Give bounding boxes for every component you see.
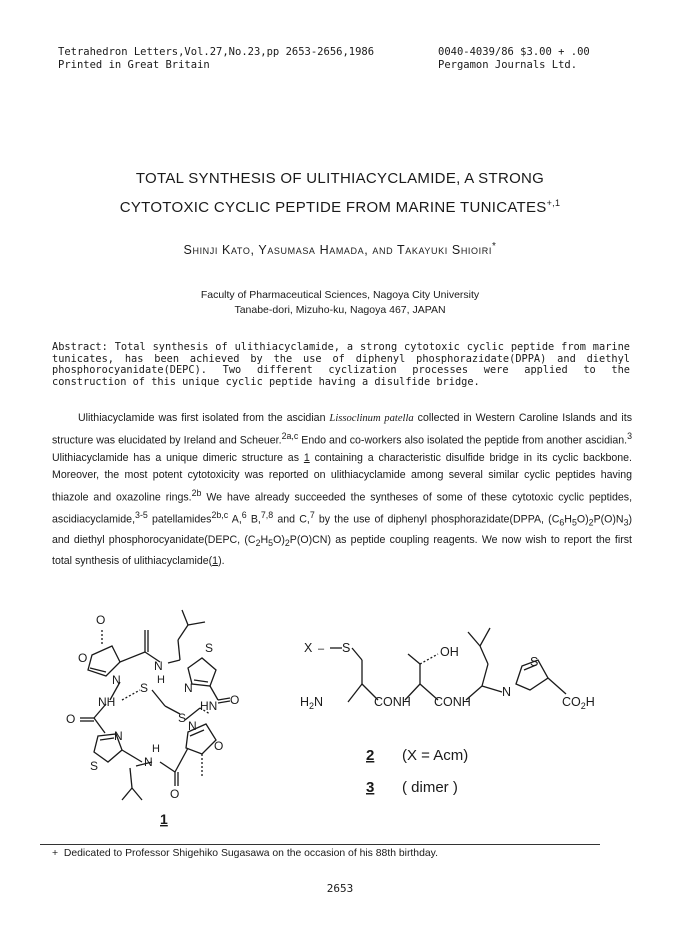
page-number: 2653 bbox=[326, 882, 354, 895]
atom-o-oxazoline-bottom: O bbox=[214, 739, 224, 753]
label-n-thiazole: N bbox=[502, 685, 512, 699]
atom-s-thiazole-bottom: S bbox=[90, 759, 99, 773]
compound-ref-1b: 1 bbox=[212, 554, 219, 567]
footnote: + Dedicated to Professor Shigehiko Sugasawa on the occasion of his 88th birthday. bbox=[52, 848, 438, 859]
atom-h-amide-top: H bbox=[157, 674, 165, 686]
compound-2-desc: (X = Acm) bbox=[402, 747, 469, 764]
affiliation: Faculty of Pharmaceutical Sciences, Nagoya City University Tanabe-dori, Mizuho-ku, Nagoya 467, JAPAN bbox=[200, 289, 480, 316]
atom-nh-left: NH bbox=[98, 695, 116, 709]
compound-ref-1: 1 bbox=[303, 451, 310, 464]
label-x: X bbox=[304, 641, 313, 655]
footnote-rule bbox=[40, 844, 600, 845]
abstract: Abstract: Total synthesis of ulithiacyclamide, a strong cytotoxic cyclic peptide from marine tunicates, has been achieved by the use of diphenyl phosphorazidate(DPPA) and diethyl phosphorocyanidate(DEPC). Two different cyclization processes were applied to the construction of this unique cyclic peptide having a disulfide bridge. bbox=[52, 341, 631, 388]
compound-number-1: 1 bbox=[160, 811, 168, 827]
label-conh-1: CONH bbox=[374, 695, 411, 709]
atom-n-amide-top: N bbox=[154, 659, 163, 673]
body-paragraph: Ulithiacyclamide was first isolated from the ascidian Lissoclinum patella collected in Western Caroline Islands and its structure was elucidated by Ireland and Scheuer.$^{2a,c}$ Endo and co-workers also isolated the peptide from another ascidian.$^3$ Ulithiacyclamide has a unique dimeric structure as 1 containing a characteristic disulfide bridge in its cyclic backbone. Moreover, the most potent cytotoxicity was reported on ulithiacyclamide among several similar cyclic peptides having thiazole and oxazoline rings.$^{2b}$ We have already succeeded the syntheses of some of these cytotoxic cyclic peptides, ascidiacyclamide,$^{3-5}$ patellamides$^{2b,c}$ A,$^6$ B,$^{7,8}$ and C,$^7$ by the use of diphenyl phosphorazidate(DPPA, $(C_6H_5O)_2P(O)N_3$) and diethyl phosphorocyanidate(DEPC, $(C_2H_5O)_2P(O)CN$) as peptide coupling reagents. We now wish to report the first total synthesis of ulithiacyclamide(1). bbox=[52, 412, 633, 567]
compound-number-3: 3 bbox=[366, 779, 375, 796]
svg-text:–: – bbox=[318, 643, 325, 655]
paper-title-line2: CYTOTOXIC CYCLIC PEPTIDE FROM MARINE $TUNICATES^{+,1}$ bbox=[119, 198, 561, 216]
atom-o-carbonyl-bottom: O bbox=[170, 787, 180, 801]
atom-hn-right: HN bbox=[200, 699, 218, 713]
label-co2h: $CO_2H$ bbox=[562, 695, 595, 711]
structure-1-ulithiacyclamide bbox=[50, 600, 280, 835]
label-s: S bbox=[342, 641, 351, 655]
paper-title-line1: TOTAL SYNTHESIS OF ULITHIACYCLAMIDE, A STRONG bbox=[135, 170, 545, 187]
label-oh: OH bbox=[440, 645, 459, 659]
label-s-thiazole: S bbox=[530, 655, 539, 669]
authors: Shinji Kato, Yasumasa Hamada, and Takayuki Shioiri* bbox=[183, 241, 497, 258]
atom-s-bridge-1: S bbox=[140, 681, 149, 695]
label-h2n: $H_2N$ bbox=[300, 695, 324, 711]
atom-o-carbonyl-right: O bbox=[230, 693, 240, 707]
atom-s-thiazole-top: S bbox=[205, 641, 214, 655]
structure-2-linear-peptide bbox=[290, 610, 620, 810]
atom-o-carbonyl-left: O bbox=[66, 712, 76, 726]
journal-citation: Tetrahedron Letters,Vol.27,No.23,pp 2653-2656,1986 Printed in Great Britain bbox=[58, 46, 375, 71]
price-publisher: 0040-4039/86 $3.00 + .00 Pergamon Journals Ltd. bbox=[438, 46, 590, 71]
atom-o-oxazoline: O bbox=[78, 651, 88, 665]
compound-3-desc: ( dimer ) bbox=[402, 779, 458, 796]
compound-number-2: 2 bbox=[366, 747, 375, 764]
atom-n-thiazole-bottom: N bbox=[114, 729, 123, 743]
label-conh-2: CONH bbox=[434, 695, 471, 709]
atom-n-amide-bottom: N bbox=[144, 755, 153, 769]
atom-n-oxazoline-bottom: N bbox=[188, 719, 197, 733]
atom-n-thiazole-top: N bbox=[184, 681, 193, 695]
atom-h-amide-bottom: H bbox=[152, 743, 160, 755]
atom-s-bridge-2: S bbox=[178, 711, 187, 725]
atom-n-oxazoline-top: N bbox=[112, 673, 121, 687]
atom-o-top: O bbox=[96, 613, 106, 627]
